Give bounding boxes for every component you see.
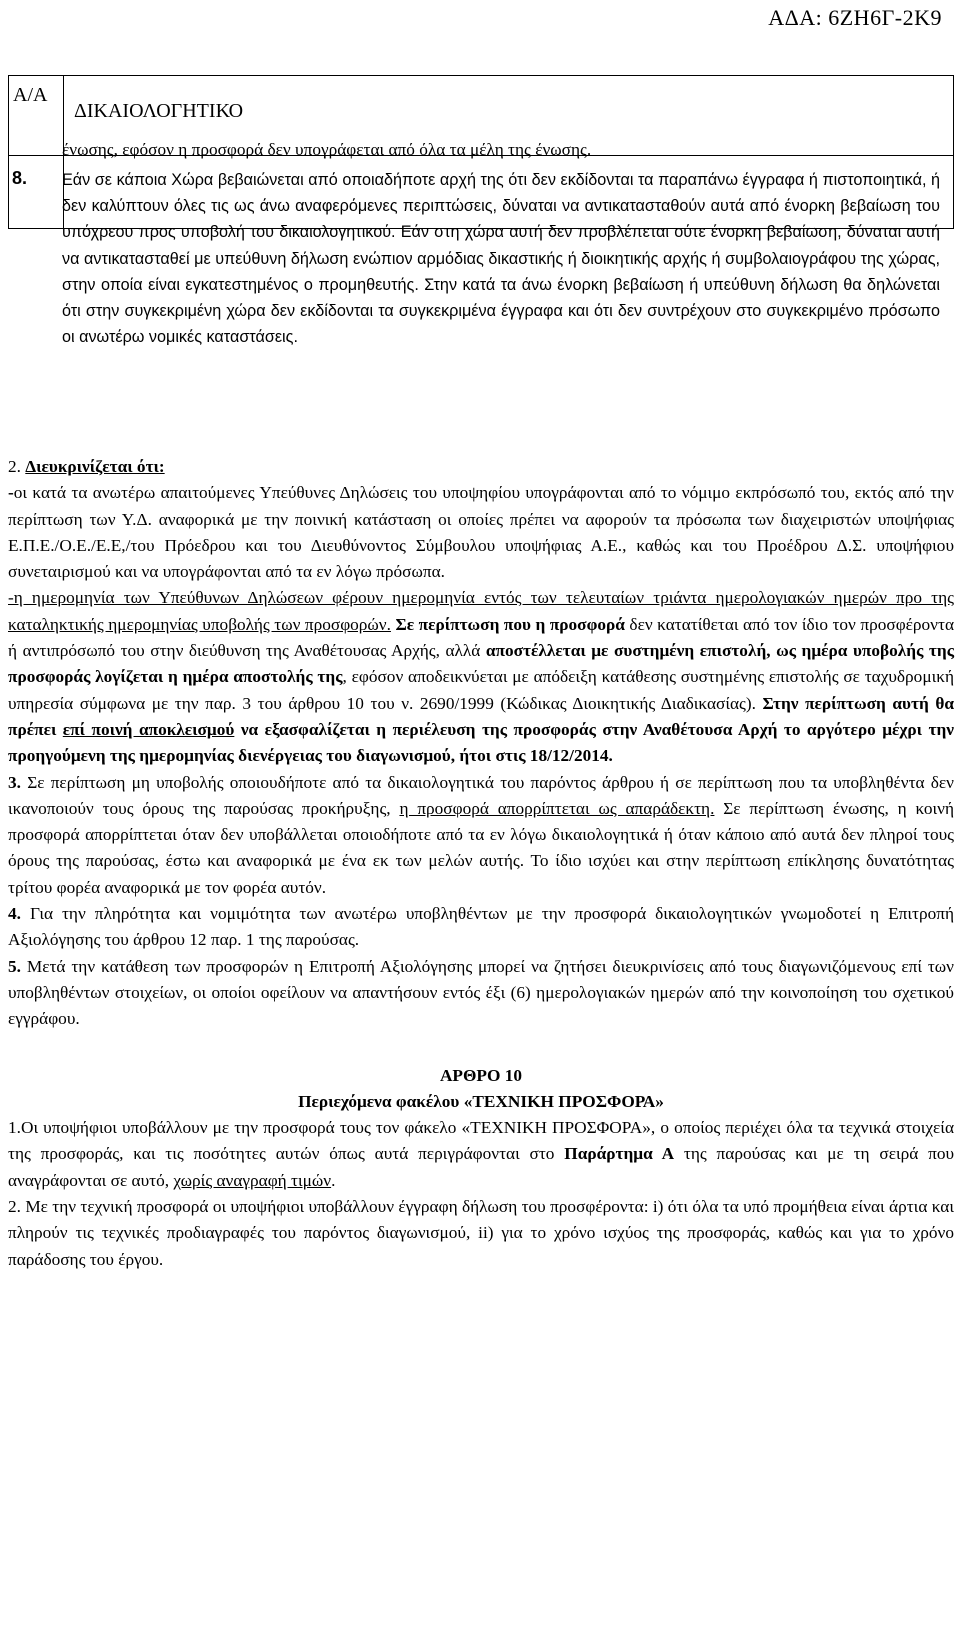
ada-code: ΑΔΑ: 6ΖΗ6Γ-2Κ9 — [768, 5, 942, 30]
column-header-title: ΔΙΚΑΙΟΛΟΓΗΤΙΚΟ — [64, 76, 954, 156]
item-8-text: Εάν σε κάποια Χώρα βεβαιώνεται από οποιαδήποτε αρχή της ότι δεν εκδίδονται τα παραπάνω έγγραφα ή πιστοποιητικά, ή δεν καλύπτουν όλες τις ως άνω αναφερόμενες περιπτώσεις, δύναται να αντικατασταθούν αυτά από ένορκη βεβαίωση του υπόχρεου προς υποβολή του δικαιολογητικού. Εάν στη χώρα αυτή δεν προβλέπεται ούτε ένορκη βεβαίωση, δύναται αυτή να αντικατασταθεί με υπεύθυνη δήλωση ενώπιον αρμόδιας δικαστικής ή διοικητικής αρχής ή συμβολαιογράφου της χώρας, στην οποία είναι εγκατεστημένος ο προμηθευτής. Στην κατά τα άνω ένορκη βεβαίωση ή υπεύθυνη δήλωση θα δηλώνεται ότι στην συγκεκριμένη χώρα δεν εκδίδονται τα συγκεκριμένα έγγραφα και ότι δεν συντρέχουν στο συγκεκριμένο πρόσωπο οι ανωτέρω νομικές καταστάσεις. — [62, 171, 940, 347]
article-10-paragraph-1: 1.Οι υποψήφιοι υποβάλλουν με την προσφορά τους τον φάκελο «ΤΕΧΝΙΚΗ ΠΡΟΣΦΟΡΑ», ο οποίος περιέχει όλα τα τεχνικά στοιχεία της προσφοράς, και τις ποσότητες αυτών όπως αυτά περιγράφονται στο Παράρτημα Α της παρούσας και με τη σειρά που αναγράφονται σε αυτό, χωρίς αναγραφή τιμών. — [8, 1118, 955, 1190]
section-2-paragraph-1: -οι κατά τα ανωτέρω απαιτούμενες Υπεύθυνες Δηλώσεις του υποψηφίου υπογράφονται από το νόμιμο εκπρόσωπό του, εκτός από την περίπτωση των Υ.Δ. αναφορικά με την ποινική κατάσταση οι οποίες πρέπει να αφορούν τα πρόσωπα των διαχειριστών υποψήφιας Ε.Π.Ε./Ο.Ε./Ε.Ε,/του Πρόεδρου και του Διευθύνοντος Σύμβουλου υποψήφιας Α.Ε., καθώς και του Προέδρου Δ.Σ. υποψήφιου συνεταιρισμού και να υπογράφονται από τα εν λόγω πρόσωπα. — [8, 483, 954, 582]
section-2-heading: 2. Διευκρινίζεται ότι: — [8, 457, 165, 476]
article-10-title: ΑΡΘΡΟ 10 — [439, 1065, 523, 1085]
document-body — [8, 454, 954, 1273]
column-header-aa: Α/Α — [9, 76, 64, 156]
article-10-subtitle: Περιεχόμενα φακέλου «ΤΕΧΝΙΚΗ ΠΡΟΣΦΟΡΑ» — [298, 1091, 664, 1111]
table-continuation-text: ένωσης, εφόσον η προσφορά δεν υπογράφεται από όλα τα μέλη της ένωσης. — [62, 140, 592, 159]
item-8-number: 8. — [12, 168, 28, 188]
article-10-paragraph-2: 2. Με την τεχνική προσφορά οι υποψήφιοι υποβάλλουν έγγραφη δήλωση του προσφέροντα: i) ότι όλα τα υπό προμήθεια είναι άρτια και πληρούν τις τεχνικές προδιαγραφές του παρόντος διαγωνισμού, ii) για το χρόνο ισχύος της προσφοράς, καθώς και για το χρόνο παράδοσης του έργου. — [8, 1197, 954, 1269]
section-4-paragraph: 4. Για την πληρότητα και νομιμότητα των ανωτέρω υποβληθέντων με την προσφορά δικαιολογητικών γνωμοδοτεί η Επιτροπή Αξιολόγησης του άρθρου 12 παρ. 1 της παρούσας. — [8, 904, 954, 950]
section-2-paragraph-2: -η ημερομηνία των Υπεύθυνων Δηλώσεων φέρουν ημερομηνία εντός των τελευταίων τριάντα ημερολογιακών ημερών προ της καταληκτικής ημερομηνίας υποβολής των προσφορών. Σε περίπτωση που η προσφορά δεν κατατίθεται από τον ίδιο τον προσφέροντα ή αντιπρόσωπό του στην διεύθυνση της Αναθέτουσας Αρχής, αλλά αποστέλλεται με συστημένη επιστολή, ως ημέρα υποβολής της προσφοράς λογίζεται η ημέρα αποστολής της, εφόσον αποδεικνύεται με απόδειξη κατάθεσης συστημένης επιστολής σε ταχυδρομική υπηρεσία σύμφωνα με την παρ. 3 του άρθρου 10 του ν. 2690/1999 (Κώδικας Διοικητικής Διαδικασίας). Στην περίπτωση αυτή θα πρέπει επί ποινή αποκλεισμού να εξασφαλίζεται η περιέλευση της προσφοράς στην Αναθέτουσα Αρχή το αργότερο μέχρι την προηγούμενη της ημερομηνίας διενέργειας του διαγωνισμού, ήτοι στις 18/12/2014. — [8, 588, 954, 766]
section-2-heading-label: Διευκρινίζεται ότι: — [25, 457, 165, 476]
section-3-paragraph: 3. Σε περίπτωση μη υποβολής οποιουδήποτε από τα δικαιολογητικά του παρόντος άρθρου ή σε περίπτωση που τα υποβληθέντα δεν ικανοποιούν τους όρους της παρούσας προκήρυξης, η προσφορά απορρίπτεται ως απαράδεκτη. Σε περίπτωση ένωσης, η κοινή προσφορά απορρίπτεται όταν δεν υποβάλλεται οποιοδήποτε από τα εν λόγω δικαιολογητικά ή όταν κάποιο από αυτά δεν πληροί τους όρους της παρούσας, έστω και αναφορικά με ένα εκ των μελών αυτής. Το ίδιο ισχύει και στην περίπτωση επίκλησης δυνατότητας τρίτου φορέα αναφορικά με τον φορέα αυτόν. — [8, 772, 954, 897]
section-5-paragraph: 5. Μετά την κατάθεση των προσφορών η Επιτροπή Αξιολόγησης μπορεί να ζητήσει διευκρινίσεις από τους διαγωνιζόμενους επί των υποβληθέντων στοιχείων, οι οποίοι οφείλουν να απαντήσουν εντός έξι (6) ημερολογιακών ημερών από την κοινοποίηση του σχετικού εγγράφου. — [8, 956, 954, 1029]
